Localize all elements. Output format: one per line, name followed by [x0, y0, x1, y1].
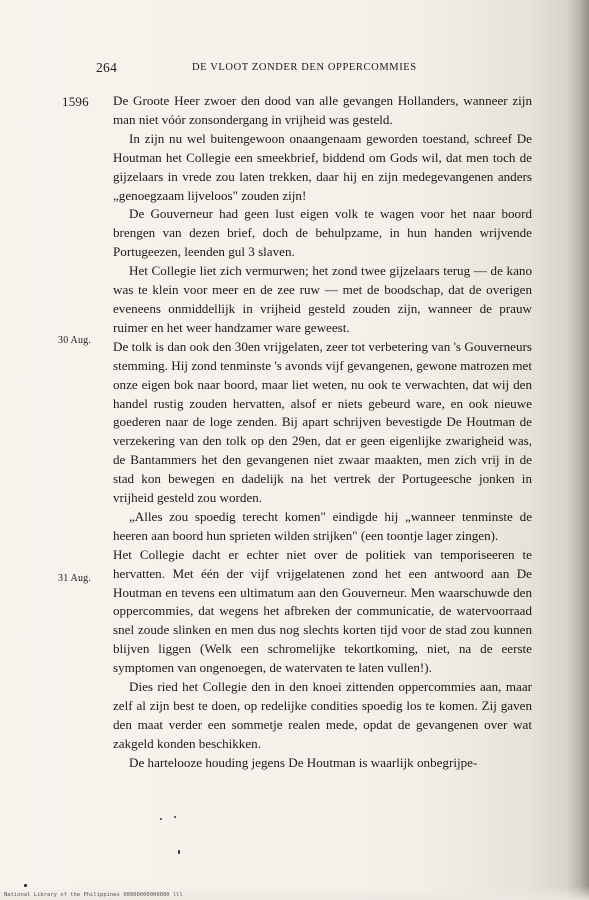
margin-note-aug-30: 30 Aug.: [58, 335, 92, 346]
paragraph: Het Collegie liet zich vermurwen; het zond twee gijzelaars terug — de kano was te klein voor meer en de zee ruw — met de boodschap, dat de overigen eveneens onmiddellijk in vrijheid gesteld zouden zijn, wanneer de prauw ruimer en het weer handzamer ware geweest.: [113, 263, 532, 335]
page-number: 264: [96, 60, 118, 75]
paragraph: Dies ried het Collegie den in den knoei zittenden oppercommies aan, maar zelf al zijn best te doen, op redelijke condities spoedig los te komen. Zij gaven den maat verder een sommetje realen mede, opdat de gevangenen over wat zakgeld konden beschikken.: [113, 679, 532, 751]
paragraph: De tolk is dan ook den 30en vrijgelaten, zeer tot verbetering van 's Gouverneurs stemming. Hij zond tenminste 's avonds vijf gevangenen, gewone matrozen met onze eigen bok naar boord, maar liet weten, nu ook te verwachten, dat wij den handel rustig zouden hervatten, alsof er niets gebeurd ware, en ook nieuwe goederen naar de loge zenden. Bij apart schrijven bevestigde De Houtman de verzekering van den tolk op den 29en, dat er geen eigenlijke zwarigheid was, de Bantammers het den gevangenen niet zwaar maakten, men zich vrij in de stad kon bewegen en dadelijk na het vertrek der Portugeesche jonken in vrijheid gesteld zou worden.: [113, 338, 532, 506]
page-gutter-shadow: [567, 0, 589, 900]
page-header: [96, 60, 500, 80]
scan-footer: [0, 886, 589, 900]
body-text: [113, 92, 532, 773]
ink-speck: [160, 818, 162, 820]
ink-speck: [174, 816, 176, 818]
margin-note-aug-31: 31 Aug.: [58, 573, 92, 584]
paragraph: De hartelooze houding jegens De Houtman is waarlijk onbegrijpe-: [129, 754, 478, 770]
paragraph: „Alles zou spoedig terecht komen" eindigde hij „wanneer tenminste de heeren aan boord hun sprieten wilden strijken" (een toontje lager zingen).: [113, 508, 532, 543]
paragraph: De Groote Heer zwoer den dood van alle gevangen Hollanders, wanneer zijn man niet vóór zonsondergang in vrijheid was gesteld.: [113, 93, 532, 127]
paragraph: In zijn nu wel buitengewoon onaangenaam geworden toestand, schreef De Houtman het Collegie een smeekbrief, biddend om Gods wil, dat men toch de gijzelaars in vrede zou laten trekken, daar hij en zijn medegevangenen anders „genoegzaam lijveloos" zouden zijn!: [113, 130, 532, 203]
scan-credit: National Library of the Philippines 00000000000000 lll: [4, 892, 183, 898]
ink-speck: [178, 850, 180, 854]
paragraph: Het Collegie dacht er echter niet over de politiek van temporiseeren te hervatten. Met één der vijf vrijgelatenen zond het een antwoord aan De Houtman en tevens een ultimatum aan den Gouverneur. Men waarschuwde den oppercommies, dat wegens het afbreken der communicatie, de watervoorraad snel zoude slinken en men dus nog slechts korten tijd voor de stad zou kunnen blijven liggen (Welk een schromelijke tekortkoming, niet, na de eerste symptomen van ongenoegen, de watervaten te laten vullen!).: [113, 546, 532, 676]
running-title: DE VLOOT ZONDER DEN OPPERCOMMIES: [192, 62, 417, 73]
paragraph: De Gouverneur had geen lust eigen volk te wagen voor het naar boord brengen van dezen brief, doch de behulpzame, in hun handen wrijvende Portugeezen, leenden gul 3 slaven.: [113, 206, 532, 260]
margin-note-year: 1596: [62, 94, 89, 109]
